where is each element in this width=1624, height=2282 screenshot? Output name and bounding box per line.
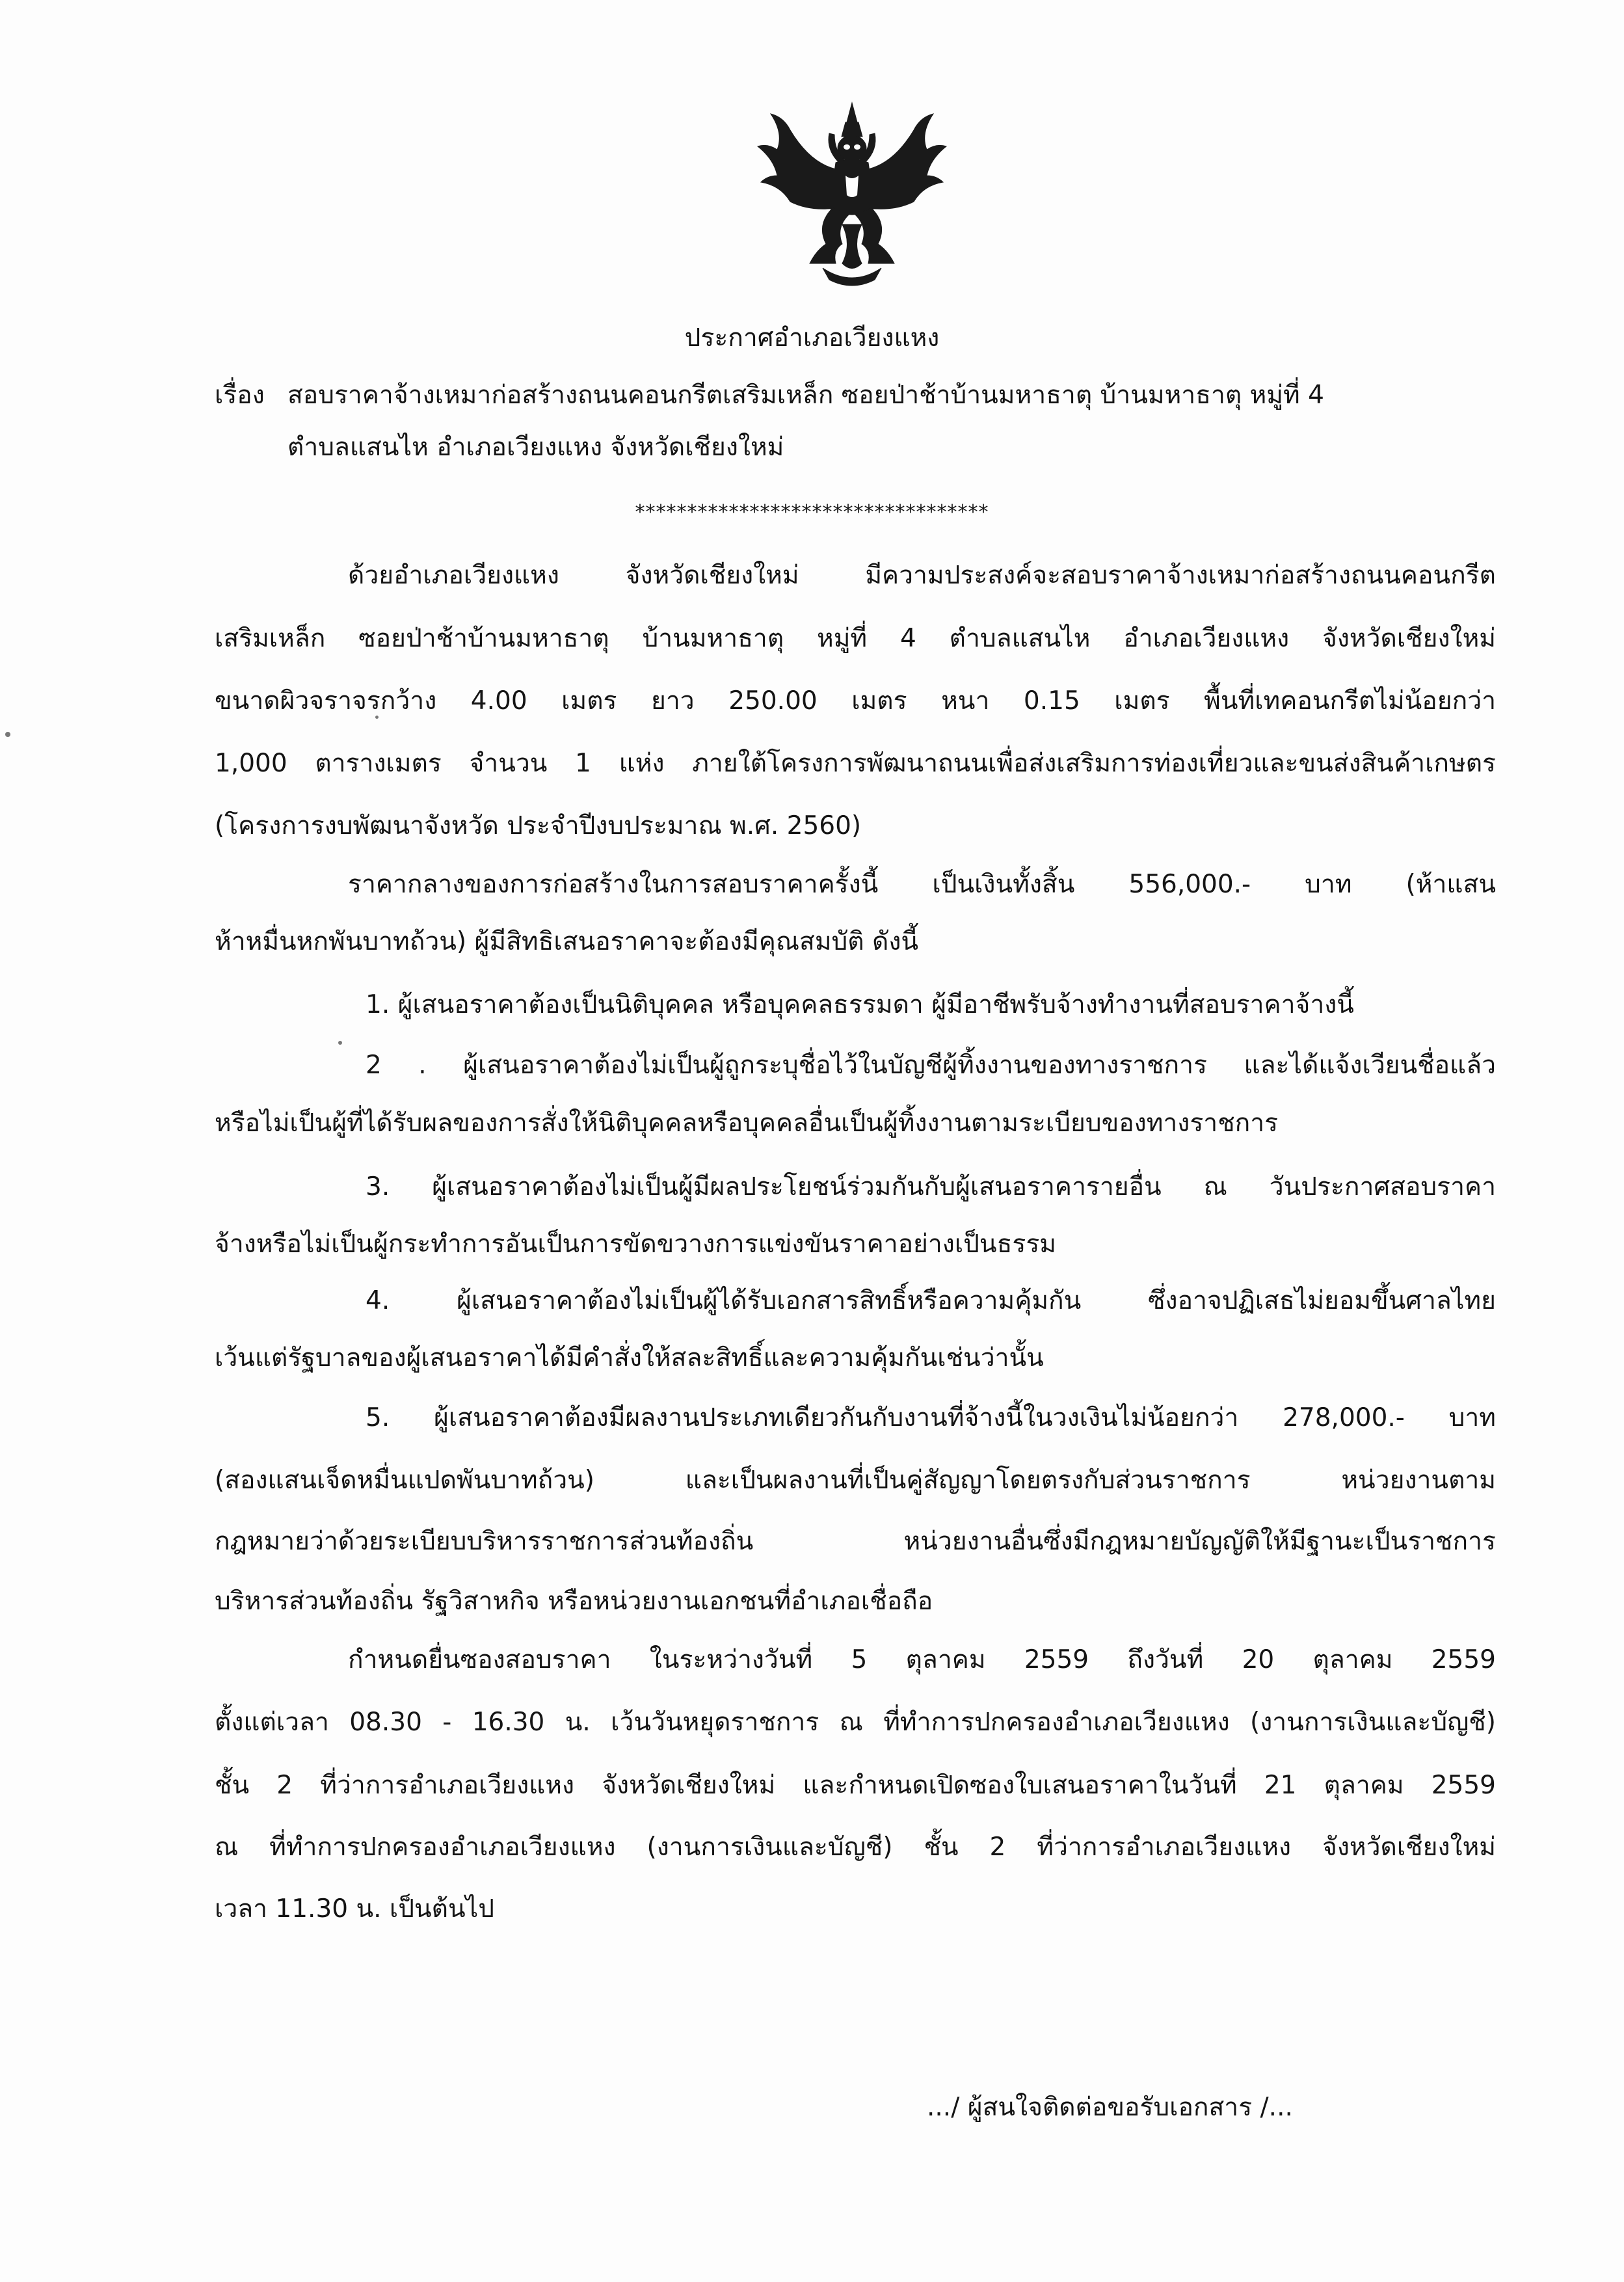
separator: **********************************	[635, 501, 989, 524]
continuation-note: .../ ผู้สนใจติดต่อขอรับเอกสาร /...	[927, 2093, 1293, 2122]
body-line: ด้วยอำเภอเวียงแหง จังหวัดเชียงใหม่ มีความประสงค์จะสอบราคาจ้างเหมาก่อสร้างถนนคอนกรีต	[348, 561, 1496, 590]
body-line: ห้าหมื่นหกพันบาทถ้วน) ผู้มีสิทธิเสนอราคาจะต้องมีคุณสมบัติ ดังนี้	[215, 927, 919, 956]
list-item: 3. ผู้เสนอราคาต้องไม่เป็นผู้มีผลประโยชน์ร่วมกันกับผู้เสนอราคารายอื่น ณ วันประกาศสอบราคา	[366, 1172, 1496, 1201]
list-item: (สองแสนเจ็ดหมื่นแปดพันบาทถ้วน) และเป็นผลงานที่เป็นคู่สัญญาโดยตรงกับส่วนราชการ หน่วยงานตาม	[215, 1466, 1496, 1495]
garuda-emblem-icon	[748, 98, 956, 293]
body-line: 1,000 ตารางเมตร จำนวน 1 แห่ง ภายใต้โครงการพัฒนาถนนเพื่อส่งเสริมการท่องเที่ยวและขนส่งสินค้าเกษตร	[215, 749, 1496, 778]
scan-speck	[338, 1041, 342, 1045]
body-line: ชั้น 2 ที่ว่าการอำเภอเวียงแหง จังหวัดเชียงใหม่ และกำหนดเปิดซองใบเสนอราคาในวันที่ 21 ตุลาคม 2559	[215, 1771, 1496, 1800]
body-line: ณ ที่ทำการปกครองอำเภอเวียงแหง (งานการเงินและบัญชี) ชั้น 2 ที่ว่าการอำเภอเวียงแหง จังหวัดเชียงใหม่	[215, 1832, 1496, 1862]
subject-label: เรื่อง	[215, 381, 265, 410]
body-line: ขนาดผิวจราจรกว้าง 4.00 เมตร ยาว 250.00 เมตร หนา 0.15 เมตร พื้นที่เทคอนกรีตไม่น้อยกว่า	[215, 686, 1496, 716]
body-line: ราคากลางของการก่อสร้างในการสอบราคาครั้งนี้ เป็นเงินทั้งสิ้น 556,000.- บาท (ห้าแสน	[348, 870, 1496, 899]
body-line: (โครงการงบพัฒนาจังหวัด ประจำปีงบประมาณ พ.ศ. 2560)	[215, 811, 862, 840]
list-item: กฎหมายว่าด้วยระเบียบบริหารราชการส่วนท้องถิ่น หน่วยงานอื่นซึ่งมีกฎหมายบัญญัติให้มีฐานะเป็นราชการ	[215, 1527, 1496, 1556]
subject-line-1: สอบราคาจ้างเหมาก่อสร้างถนนคอนกรีตเสริมเหล็ก ซอยป่าช้าบ้านมหาธาตุ บ้านมหาธาตุ หมู่ที่ 4	[287, 381, 1324, 410]
list-item: 2 . ผู้เสนอราคาต้องไม่เป็นผู้ถูกระบุชื่อไว้ในบัญชีผู้ทิ้งงานของทางราชการ และได้แจ้งเวียนชื่อแล้ว	[366, 1051, 1496, 1080]
list-item: 1. ผู้เสนอราคาต้องเป็นนิติบุคคล หรือบุคคลธรรมดา ผู้มีอาชีพรับจ้างทำงานที่สอบราคาจ้างนี้	[366, 990, 1354, 1019]
list-item: 4. ผู้เสนอราคาต้องไม่เป็นผู้ได้รับเอกสารสิทธิ์หรือความคุ้มกัน ซึ่งอาจปฏิเสธไม่ยอมขึ้นศาลไทย	[366, 1286, 1496, 1315]
body-line: เสริมเหล็ก ซอยป่าช้าบ้านมหาธาตุ บ้านมหาธาตุ หมู่ที่ 4 ตำบลแสนไห อำเภอเวียงแหง จังหวัดเชียงใหม่	[215, 624, 1496, 653]
list-item: เว้นแต่รัฐบาลของผู้เสนอราคาได้มีคำสั่งให้สละสิทธิ์และความคุ้มกันเช่นว่านั้น	[215, 1343, 1044, 1373]
subject-line-2: ตำบลแสนไห อำเภอเวียงแหง จังหวัดเชียงใหม่	[287, 433, 784, 462]
scan-speck	[5, 732, 10, 737]
subject-block	[215, 376, 1483, 462]
list-item: บริหารส่วนท้องถิ่น รัฐวิสาหกิจ หรือหน่วยงานเอกชนที่อำเภอเชื่อถือ	[215, 1587, 933, 1616]
list-item: 5. ผู้เสนอราคาต้องมีผลงานประเภทเดียวกันกับงานที่จ้างนี้ในวงเงินไม่น้อยกว่า 278,000.- บาท	[366, 1403, 1496, 1432]
list-item: หรือไม่เป็นผู้ที่ได้รับผลของการสั่งให้นิติบุคคลหรือบุคคลอื่นเป็นผู้ทิ้งงานตามระเบียบของทางราชการ	[215, 1108, 1279, 1138]
page-title: ประกาศอำเภอเวียงแหง	[684, 323, 940, 353]
list-item: จ้างหรือไม่เป็นผู้กระทำการอันเป็นการขัดขวางการแข่งขันราคาอย่างเป็นธรรม	[215, 1229, 1056, 1259]
body-line: ตั้งแต่เวลา 08.30 - 16.30 น. เว้นวันหยุดราชการ ณ ที่ทำการปกครองอำเภอเวียงแหง (งานการเงินและบัญชี)	[215, 1708, 1496, 1737]
body-line: เวลา 11.30 น. เป็นต้นไป	[215, 1894, 495, 1924]
body-line: กำหนดยื่นซองสอบราคา ในระหว่างวันที่ 5 ตุลาคม 2559 ถึงวันที่ 20 ตุลาคม 2559	[348, 1645, 1496, 1674]
scan-speck	[375, 716, 379, 719]
